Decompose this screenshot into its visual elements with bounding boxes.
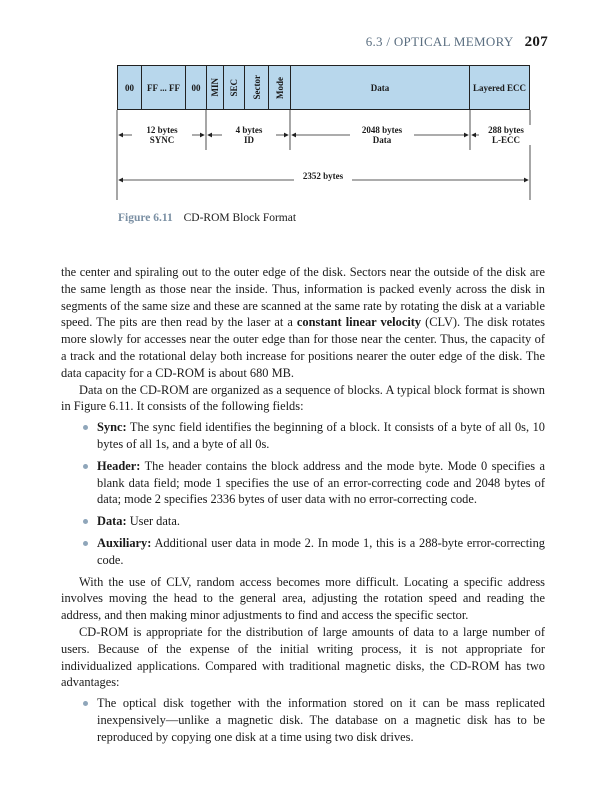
page-number: 207 <box>524 34 548 50</box>
dim-label-data: 2048 bytes Data <box>350 125 414 145</box>
dim-label-lecc: 288 bytes L-ECC <box>479 125 533 145</box>
field-cell: Mode <box>269 66 291 109</box>
body-text <box>61 264 545 751</box>
list-item: Data: User data. <box>97 513 545 530</box>
field-cell: 00 <box>186 66 207 109</box>
paragraph: CD-ROM is appropriate for the distribution of large amounts of data to a large number of users. Because of the expense of the initial writing process, it is not appropriate for individualized applications. Compared with traditional magnetic disks, the CD-ROM has two advantages: <box>61 624 545 690</box>
list-item: Header: The header contains the block address and the mode byte. Mode 0 specifies a blank data field; mode 1 specifies the use of an error-correcting code and 2048 bytes of data; mode 2 specifies 2336 bytes of user data with no error-correcting code. <box>97 458 545 507</box>
field-cell: MIN <box>207 66 224 109</box>
field-list <box>61 419 545 568</box>
figure-title: CD-ROM Block Format <box>183 212 297 224</box>
paragraph: the center and spiraling out to the outer edge of the disk. Sectors near the outside of the disk are the same length as those near the inside. Thus, information is packed evenly across the disk in segments of the same size and these are scanned at the same rate by rotating the disk at a variable speed. The pits are then read by the laser at a constant linear velocity (CLV). The disk rotates more slowly for accesses near the outer edge than for those near the center. Thus, the capacity of a track and the rotational delay both increase for positions nearer the outer edge of the disk. The data capacity for a CD-ROM is about 680 MB. <box>61 265 545 380</box>
list-item: Sync: The sync field identifies the beginning of a block. It consists of a byte of all 0s, 10 bytes of all 1s, and a byte of all 0s. <box>97 420 545 451</box>
paragraph: With the use of CLV, random access becomes more difficult. Locating a specific address involves moving the head to the general area, adjusting the rotation speed and reading the address, and then making minor adjustments to find and access the specific sector. <box>61 574 545 623</box>
field-cell: Layered ECC <box>472 82 527 93</box>
dim-label-id: 4 bytes ID <box>222 125 276 145</box>
figure-caption <box>118 212 296 224</box>
list-item: Auxiliary: Additional user data in mode 2. In mode 1, this is a 288-byte error-correcting code. <box>97 535 545 567</box>
field-cell: SEC <box>224 66 245 109</box>
dim-label-sync: 12 bytes SYNC <box>132 125 192 145</box>
field-cell: Data <box>291 66 470 109</box>
dim-label-total: 2352 bytes <box>294 171 352 181</box>
paragraph: Data on the CD-ROM are organized as a sequence of blocks. A typical block format is shown in Figure 6.11. It consists of the following fields: <box>61 382 545 414</box>
list-item: The optical disk together with the information stored on it can be mass replicated inexpensively—unlike a magnetic disk. The database on a magnetic disk has to be reproduced by copying one disk at a time using two disk drives. <box>97 696 545 744</box>
section-title: 6.3 / OPTICAL MEMORY <box>365 34 514 49</box>
field-cell: Sector <box>245 66 269 109</box>
field-cell: 00 <box>118 66 142 109</box>
field-cell: FF ... FF <box>142 66 186 109</box>
advantage-list <box>61 695 545 745</box>
figure-number: Figure 6.11 <box>118 212 173 224</box>
